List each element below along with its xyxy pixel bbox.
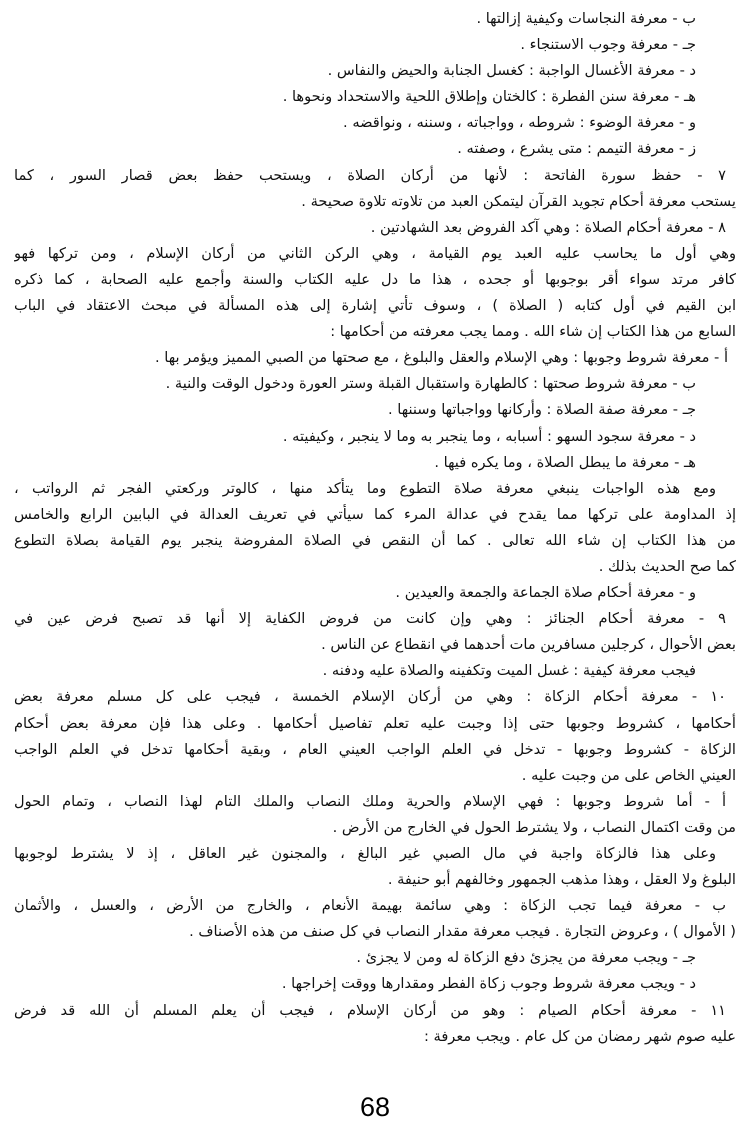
text-line: جـ - معرفة وجوب الاستنجاء . <box>520 36 696 54</box>
text-line: جـ - ويجب معرفة من يجزئ دفع الزكاة له ومن لا يجزئ . <box>356 949 696 967</box>
text-line: جـ - معرفة صفة الصلاة : وأركانها وواجباتها وسننها . <box>388 401 696 419</box>
text-line: ز - معرفة التيمم : متى يشرع ، وصفته . <box>457 140 696 158</box>
text-line: ( الأموال ) ، وعروض التجارة . فيجب معرفة مقدار النصاب في كل صنف من هذه الأصناف . <box>189 923 736 941</box>
text-line: من وقت اكتمال النصاب ، ولا يشترط الحول في الخارج من الأرض . <box>332 818 736 836</box>
text-line: أ - أما شروط وجوبها : فهي الإسلام والحرية وملك النصاب والملك التام لهذا النصاب ، وتمام الحول <box>14 792 726 810</box>
text-line: ابن القيم في أول كتابه ( الصلاة ) ، وسوف تأتي إشارة إلى هذه المسألة في مبحث الاعتقاد في الباب <box>14 297 736 315</box>
text-line: أ - معرفة شروط وجوبها : وهي الإسلام والعقل والبلوغ ، مع صحتها من الصبي المميز ويؤمر بها . <box>155 349 728 367</box>
page-number: 68 <box>359 1092 391 1122</box>
text-line: ومع هذه الواجبات ينبغي معرفة صلاة التطوع وما يتأكد منها ، كالوتر وركعتي الفجر ثم الرواتب ، <box>14 479 716 497</box>
text-line: ١١ - معرفة أحكام الصيام : وهو من أركان الإسلام ، فيجب أن يعلم المسلم أن الله قد فرض <box>14 1001 726 1019</box>
text-line: و - معرفة أحكام صلاة الجماعة والجمعة والعيدين . <box>395 584 696 602</box>
text-line: البلوغ ولا العقل ، وهذا مذهب الجمهور وخالفهم أبو حنيفة . <box>387 871 736 889</box>
text-line: وهي أول ما يحاسب عليه العبد يوم القيامة ، وهي الركن الثاني من أركان الإسلام ، ومن تركها فهو <box>14 244 736 262</box>
text-line: من هذا الكتاب إن شاء الله تعالى . كما أن النقص في الصلاة المفروضة ينجبر يوم القيامة بصلاة التطوع <box>14 531 736 549</box>
text-line: و - معرفة الوضوء : شروطه ، وواجباته ، وسننه ، ونواقضه . <box>343 114 696 132</box>
text-line: د - ويجب معرفة شروط وجوب زكاة الفطر ومقدارها ووقت إخراجها . <box>281 975 696 993</box>
text-line: هـ - معرفة سنن الفطرة : كالختان وإطلاق اللحية والاستحداد ونحوها . <box>282 88 696 106</box>
text-line: عليه صوم شهر رمضان من كل عام . ويجب معرفة : <box>423 1027 736 1045</box>
text-line: د - معرفة الأغسال الواجبة : كغسل الجنابة والحيض والنفاس . <box>327 62 696 80</box>
body-text <box>14 6 736 1050</box>
text-line: إذ المداومة على تركها مما يقدح في عدالة المرء كما سيأتي في تعريف العدالة في البابين الرابع والخامس <box>14 505 736 523</box>
text-line: ٨ - معرفة أحكام الصلاة : وهي آكد الفروض بعد الشهادتين . <box>370 218 726 236</box>
text-line: الزكاة - كشروط وجوبها - تدخل في العلم الواجب العيني العام ، وبقية أحكامها تدخل في العلم الواجب <box>14 740 736 758</box>
text-line: فيجب معرفة كيفية : غسل الميت وتكفينه والصلاة عليه ودفنه . <box>322 662 696 680</box>
text-line: كافر مرتد سواء أقر بوجوبها أو جحده ، هذا ما دل عليه الكتاب والسنة وأجمع عليه الصحابة ، كما ذكره <box>14 270 736 288</box>
text-line: أحكامها ، كشروط وجوبها حتى إذا وجبت عليه تعلم تفاصيل أحكامها . وعلى هذا فإن معرفة بعض أحكام <box>14 714 736 732</box>
text-line: د - معرفة سجود السهو : أسبابه ، وما ينجبر به وما لا ينجبر ، وكيفيته . <box>282 427 696 445</box>
text-line: بعض الأحوال ، كرجلين مسافرين مات أحدهما في انقطاع عن الناس . <box>321 636 736 654</box>
text-line: ب - معرفة شروط صحتها : كالطهارة واستقبال القبلة وستر العورة ودخول الوقت والنية . <box>165 375 696 393</box>
text-line: العيني الخاص على من وجبت عليه . <box>521 766 736 784</box>
text-line: هـ - معرفة ما يبطل الصلاة ، وما يكره فيها . <box>434 453 696 471</box>
text-line: ٩ - معرفة أحكام الجنائز : وهي وإن كانت من فروض الكفاية إلا أنها قد تصبح فرض عين في <box>14 610 726 628</box>
text-line: ٧ - حفظ سورة الفاتحة : لأنها من أركان الصلاة ، ويستحب حفظ بعض قصار السور ، كما <box>14 166 726 184</box>
text-line: ب - معرفة النجاسات وكيفية إزالتها . <box>476 10 696 27</box>
text-line: يستحب معرفة أحكام تجويد القرآن ليتمكن العبد من تلاوته تلاوة صحيحة . <box>301 192 736 210</box>
text-line: السابع من هذا الكتاب إن شاء الله . ومما يجب معرفته من أحكامها : <box>330 323 736 341</box>
text-line: وعلى هذا فالزكاة واجبة في مال الصبي غير البالغ ، والمجنون غير العاقل ، إذ لا يشترط لوجوبها <box>14 845 716 862</box>
text-line: ١٠ - معرفة أحكام الزكاة : وهي من أركان الإسلام الخمسة ، فيجب على كل مسلم معرفة بعض <box>14 688 726 706</box>
text-line: كما صح الحديث بذلك . <box>598 557 736 575</box>
text-line: ب - معرفة فيما تجب الزكاة : وهي سائمة بهيمة الأنعام ، والخارج من الأرض ، والعسل ، والأثمان <box>14 897 726 915</box>
